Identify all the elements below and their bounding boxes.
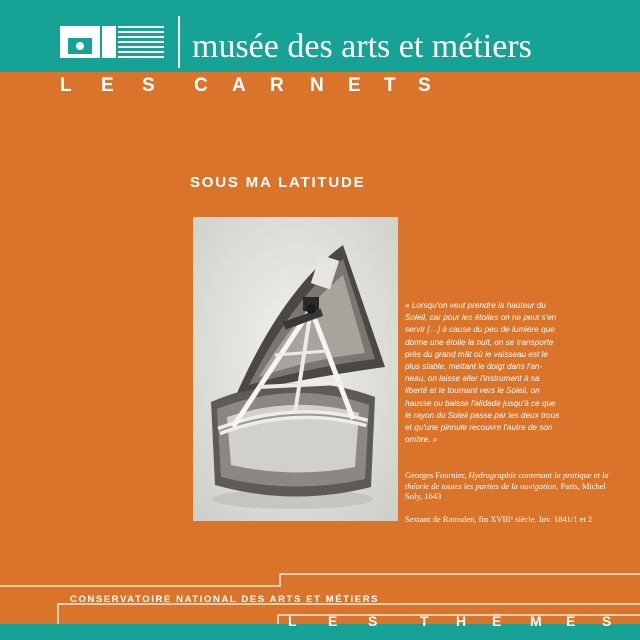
quote-line: servir […] à cause du peu de lumière que xyxy=(405,325,555,335)
series-letter: E xyxy=(348,75,361,96)
series-letter: R xyxy=(270,75,284,96)
page-title: SOUS MA LATITUDE xyxy=(190,174,366,191)
quote-source xyxy=(405,470,615,502)
quote-line: et qu'une pinnule recouvre l'autre de son xyxy=(405,423,553,433)
series-letter: C xyxy=(194,75,208,96)
quote-line: « Lorsqu'on veut prendre la hauteur du xyxy=(405,301,546,310)
cnam-logo-icon xyxy=(60,26,164,64)
section-letter: S xyxy=(602,613,612,629)
series-title xyxy=(54,75,434,99)
source-work-title: Hydrographie contenant la pratique et la théorie de toutes les parties de la navigation xyxy=(405,470,609,491)
quote-line: le rayon du Soleil passe par les deux trous xyxy=(405,410,560,420)
quote-line: neau, on laisse aller l'instrument à sa xyxy=(405,374,540,384)
series-letter: N xyxy=(310,75,324,96)
logo-divider xyxy=(178,16,180,68)
sextant-photo xyxy=(193,217,398,521)
section-letter: L xyxy=(288,613,297,629)
quote-line: donne une étoile la nuit, on se transporte xyxy=(405,337,554,347)
source-author: Georges Fournier, xyxy=(405,470,469,480)
header-band xyxy=(0,0,640,72)
section-letter: M xyxy=(530,613,542,629)
photo-caption: Sextant de Ramsden, fin XVIIIᵉ siècle. Inv. 1841/1 et 2 xyxy=(405,514,593,524)
series-letter: S xyxy=(418,75,431,96)
quote-line: plus stable, mettant le doigt dans l'an- xyxy=(405,362,543,372)
section-letter: T xyxy=(420,613,429,629)
series-letter: T xyxy=(384,75,396,96)
section-letter: S xyxy=(368,613,378,629)
sextant-illustration xyxy=(193,217,398,521)
series-letter: A xyxy=(232,75,246,96)
quote-line: près du grand mât où le vaisseau est le xyxy=(405,349,548,359)
section-title xyxy=(280,613,640,631)
quote-text xyxy=(405,300,601,446)
series-letter: L xyxy=(60,75,72,96)
quote-line: liberté et le tournant vers le Soleil, on xyxy=(405,386,540,396)
section-letter: E xyxy=(566,613,576,629)
section-letter: H xyxy=(456,613,467,629)
series-letter: E xyxy=(101,75,114,96)
quote-line: Soleil, car pour les étoiles on ne peut s'en xyxy=(405,313,557,323)
section-letter: È xyxy=(492,613,502,629)
institution-name: CONSERVATOIRE NATIONAL DES ARTS ET MÉTIERS xyxy=(70,594,380,605)
series-letter: S xyxy=(142,75,155,96)
quote-line: hausse ou baisse l'alidade jusqu'à ce que xyxy=(405,398,556,408)
quote-line: ombre. » xyxy=(405,435,438,445)
museum-name: musée des arts et métiers xyxy=(192,28,532,65)
section-letter: E xyxy=(328,613,338,629)
source-publication: , Paris, Michel Soly, 1643 xyxy=(405,480,606,501)
